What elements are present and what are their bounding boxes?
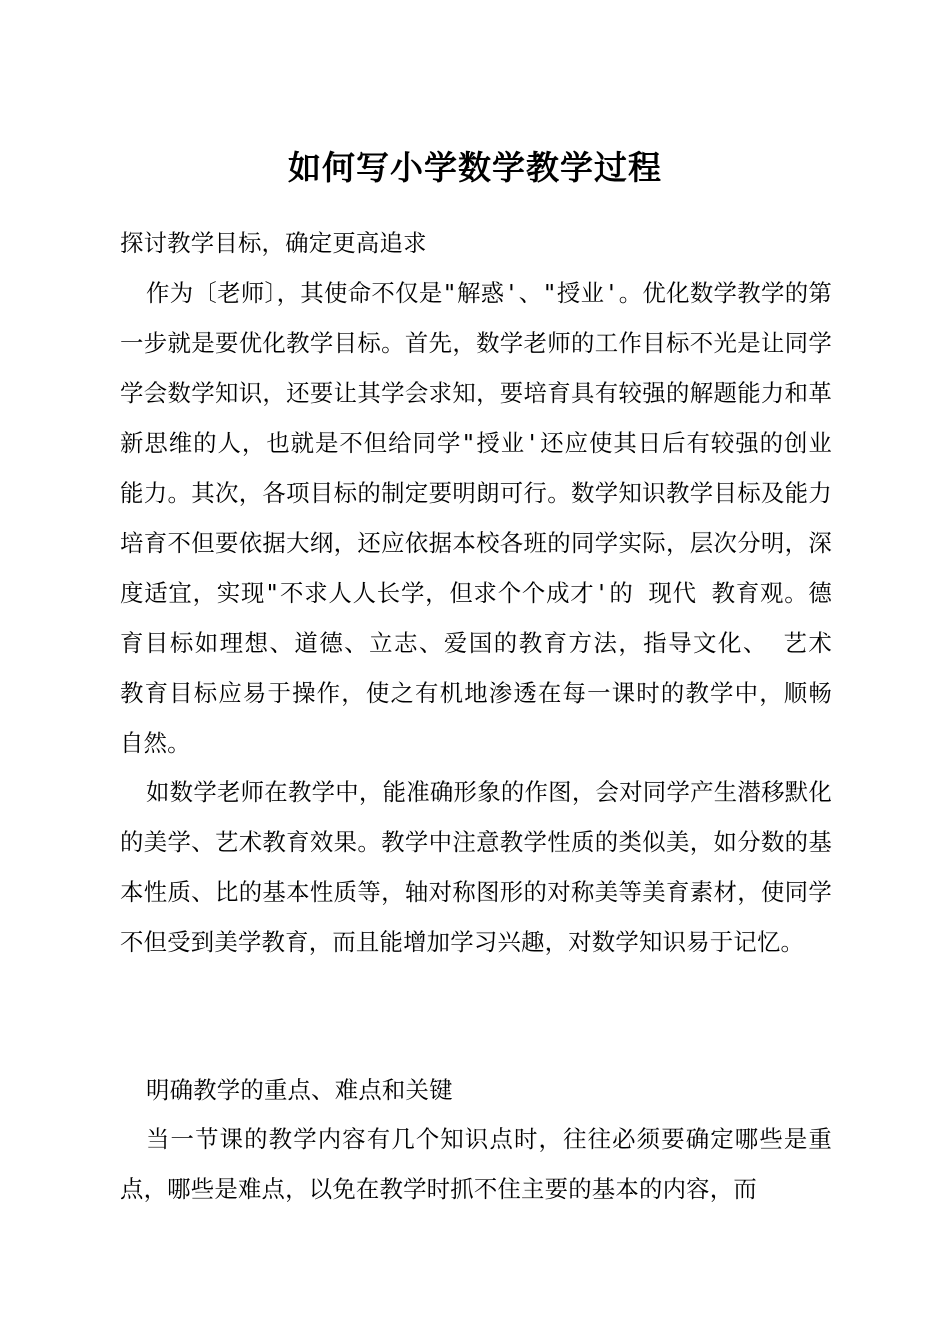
paragraph-aesthetic-education: 如数学老师在教学中，能准确形象的作图，会对同学产生潜移默化的美学、艺术教育效果。教学中注意教学性质的类似美，如分数的基本性质、比的基本性质等，轴对称图形的对称美等美育素材，使同学不但受到美学教育，而且能增加学习兴趣，对数学知识易于记忆。 [120, 778, 832, 956]
paragraph-key-points: 当一节课的教学内容有几个知识点时，往往必须要确定哪些是重点，哪些是难点，以免在教学时抓不住主要的基本的内容，而 [120, 1125, 832, 1203]
document-title: 如何写小学数学教学过程 [288, 148, 662, 187]
section-heading-key-points: 明确教学的重点、难点和关键 [146, 1076, 453, 1104]
section-heading-teaching-goals: 探讨教学目标，确定更高追求 [120, 229, 427, 257]
paragraph-teaching-goals: 作为〔老师〕，其使命不仅是"解惑'、"授业'。优化数学教学的第一步就是要优化教学目标。首先，数学老师的工作目标不光是让同学学会数学知识，还要让其学会求知，要培育具有较强的解题能力和革新思维的人，也就是不但给同学"授业'还应使其日后有较强的创业能力。其次，各项目标的制定要明朗可行。数学知识教学目标及能力培育不但要依据大纲，还应依据本校各班的同学实际，层次分明，深度适宜，实现"不求人人长学，但求个个成才'的 现代 教育观。德育目标如理想、道德、立志、爱国的教育方法，指导文化、 艺术 教育目标应易于操作，使之有机地渗透在每一课时的教学中，顺畅 自然。 [120, 279, 832, 757]
